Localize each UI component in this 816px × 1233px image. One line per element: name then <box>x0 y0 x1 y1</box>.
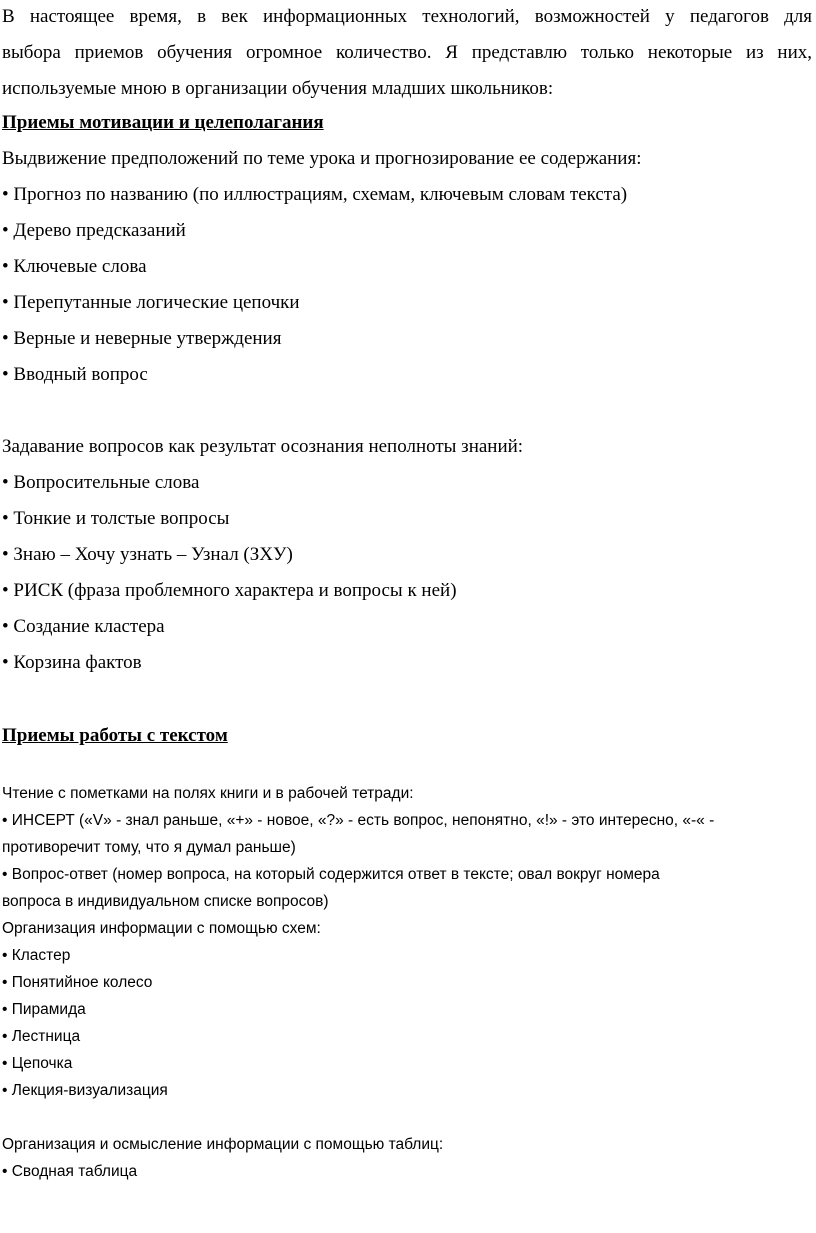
list-item: • Понятийное колесо <box>2 974 153 991</box>
list-item-insert-continued: противоречит тому, что я думал раньше) <box>2 839 296 856</box>
group-title-reading: Чтение с пометками на полях книги и в рабочей тетради: <box>2 785 414 802</box>
list-item: • Дерево предсказаний <box>2 220 186 241</box>
list-item: • Верные и неверные утверждения <box>2 328 282 349</box>
list-item: • Перепутанные логические цепочки <box>2 292 300 313</box>
list-item-question-answer-continued: вопроса в индивидуальном списке вопросов) <box>2 893 329 910</box>
list-item: • Вопросительные слова <box>2 472 200 493</box>
list-item: • Цепочка <box>2 1055 73 1072</box>
intro-line-3: используемые мною в организации обучения младших школьников: <box>2 78 554 99</box>
list-item: • Тонкие и толстые вопросы <box>2 508 230 529</box>
list-item: • Создание кластера <box>2 616 165 637</box>
group-title-predictions: Выдвижение предположений по теме урока и прогнозирование ее содержания: <box>2 148 642 169</box>
list-item: • Корзина фактов <box>2 652 142 673</box>
section-heading-motivation: Приемы мотивации и целеполагания <box>2 112 324 133</box>
list-item: • РИСК (фраза проблемного характера и вопросы к ней) <box>2 580 457 601</box>
list-item: • Лестница <box>2 1028 81 1045</box>
list-item-question-answer: • Вопрос-ответ (номер вопроса, на который содержится ответ в тексте; овал вокруг номера <box>2 866 660 883</box>
list-item: • Кластер <box>2 947 71 964</box>
intro-line-2: выбора приемов обучения огромное количество. Я представлю только некоторые из них, <box>2 42 812 63</box>
list-item: • Прогноз по названию (по иллюстрациям, схемам, ключевым словам текста) <box>2 184 628 205</box>
list-item: • Ключевые слова <box>2 256 147 277</box>
list-item: • Лекция-визуализация <box>2 1082 168 1099</box>
list-item: • Сводная таблица <box>2 1163 138 1180</box>
intro-line-1: В настоящее время, в век информационных технологий, возможностей у педагогов для <box>2 6 812 27</box>
list-item: • Вводный вопрос <box>2 364 148 385</box>
list-item: • Пирамида <box>2 1001 86 1018</box>
section-heading-text-work: Приемы работы с текстом <box>2 725 228 746</box>
group-title-questions: Задавание вопросов как результат осознания неполноты знаний: <box>2 436 524 457</box>
group-title-schemes: Организация информации с помощью схем: <box>2 920 321 937</box>
list-item: • Знаю – Хочу узнать – Узнал (ЗХУ) <box>2 544 293 565</box>
list-item-insert: • ИНСЕРТ («V» - знал раньше, «+» - новое, «?» - есть вопрос, непонятно, «!» - это интересно, «-« - <box>2 812 715 829</box>
group-title-tables: Организация и осмысление информации с помощью таблиц: <box>2 1136 444 1153</box>
